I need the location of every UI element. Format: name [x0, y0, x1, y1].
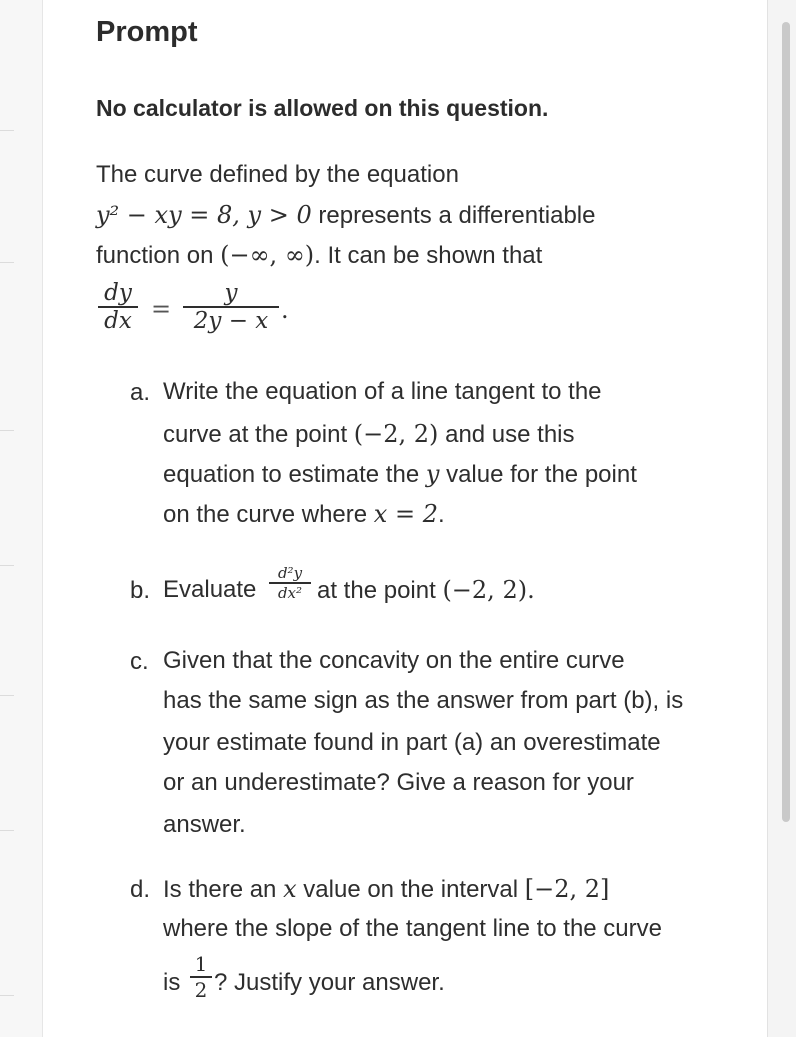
one-half-fraction: [190, 952, 212, 1002]
part-d-text: where the slope of the tangent line to the curve: [163, 915, 662, 942]
equals-sign: =: [151, 295, 172, 323]
part-b-text-a: [163, 575, 256, 605]
part-a-line-2: [163, 419, 575, 450]
fraction-denominator: dx: [104, 307, 132, 334]
domain-interval: (−∞, ∞): [220, 241, 315, 269]
intro-text: represents a differentiable: [311, 202, 596, 229]
intro-line-2: [96, 200, 595, 231]
part-a-label: a.: [130, 379, 151, 406]
intro-line-1: [96, 160, 459, 190]
part-a-line-4: [163, 499, 445, 530]
part-b-text-b: [317, 575, 535, 606]
gutter-divider: [0, 430, 14, 431]
part-a-line-1: [163, 377, 602, 407]
part-d-line-3b: [214, 968, 445, 998]
gutter-divider: [0, 262, 14, 263]
part-c-line-1: [163, 646, 625, 676]
point-coordinates: (−2, 2): [442, 576, 528, 604]
part-c-text: Given that the concavity on the entire curve: [163, 647, 625, 674]
part-d-line-2: [163, 914, 662, 944]
part-d-text: ? Justify your answer.: [214, 969, 445, 996]
curve-equation: y² − xy = 8, y > 0: [96, 201, 312, 229]
fraction-denominator: 2: [194, 977, 208, 1002]
fraction-numerator: y: [224, 280, 238, 306]
prompt-panel: [43, 0, 766, 1037]
part-d-text: value on the interval: [296, 876, 525, 903]
gutter-divider: [0, 995, 14, 996]
intro-text: . It can be shown that: [314, 242, 543, 269]
part-a-text: value for the point: [439, 461, 637, 488]
derivative-fraction: [98, 280, 138, 334]
part-b-text: Evaluate: [163, 576, 257, 603]
part-b-text: at the point: [317, 577, 443, 604]
closed-interval: [−2, 2]: [524, 875, 610, 903]
part-a-text: and use this: [438, 421, 575, 448]
page-title: Prompt: [96, 16, 198, 48]
fraction-denominator: dx²: [277, 583, 303, 602]
part-c-text: your estimate found in part (a) an overestimate: [163, 729, 661, 756]
part-c-line-2: [163, 686, 683, 716]
fraction-numerator: dy: [104, 280, 132, 306]
variable-x: x: [283, 875, 297, 903]
point-coordinates: (−2, 2): [353, 420, 439, 448]
intro-text: function on: [96, 242, 221, 269]
part-d-line-3a: [163, 968, 180, 998]
part-c-text: or an underestimate? Give a reason for your: [163, 769, 634, 796]
part-d-text: Is there an: [163, 876, 284, 903]
part-d-label: d.: [130, 876, 151, 903]
part-c-label: c.: [130, 648, 149, 675]
part-a-text: on the curve where: [163, 501, 374, 528]
part-c-line-5: [163, 810, 246, 840]
rhs-fraction: [183, 280, 279, 334]
part-b-label: b.: [130, 577, 151, 604]
part-a-line-3: [163, 459, 637, 490]
scrollbar-thumb[interactable]: [782, 22, 790, 822]
gutter-divider: [0, 695, 14, 696]
part-a-text: .: [437, 501, 445, 528]
intro-text: The curve defined by the equation: [96, 161, 459, 188]
x-equals: x = 2: [373, 500, 438, 528]
gutter-divider: [0, 565, 14, 566]
period: .: [281, 296, 289, 324]
fraction-numerator: 1: [194, 952, 208, 976]
fraction-numerator: d²y: [277, 564, 303, 582]
part-c-line-4: [163, 768, 634, 798]
part-c-text: has the same sign as the answer from part (b), is: [163, 687, 684, 714]
gutter-divider: [0, 130, 14, 131]
part-c-line-3: [163, 728, 661, 758]
part-a-text: equation to estimate the: [163, 461, 426, 488]
period: .: [527, 576, 535, 604]
part-a-text: Write the equation of a line tangent to the: [163, 378, 602, 405]
gutter-divider: [0, 830, 14, 831]
intro-line-3: [96, 240, 542, 271]
second-derivative-fraction: [269, 564, 311, 602]
fraction-denominator: 2y − x: [193, 307, 269, 334]
calculator-notice: No calculator is allowed on this question.: [96, 95, 549, 121]
variable-y: y: [425, 460, 440, 488]
left-gutter: [0, 0, 43, 1037]
part-a-text: curve at the point: [163, 421, 354, 448]
part-d-line-1: [163, 874, 609, 905]
part-d-text: is: [163, 969, 181, 996]
part-c-text: answer.: [163, 811, 246, 838]
